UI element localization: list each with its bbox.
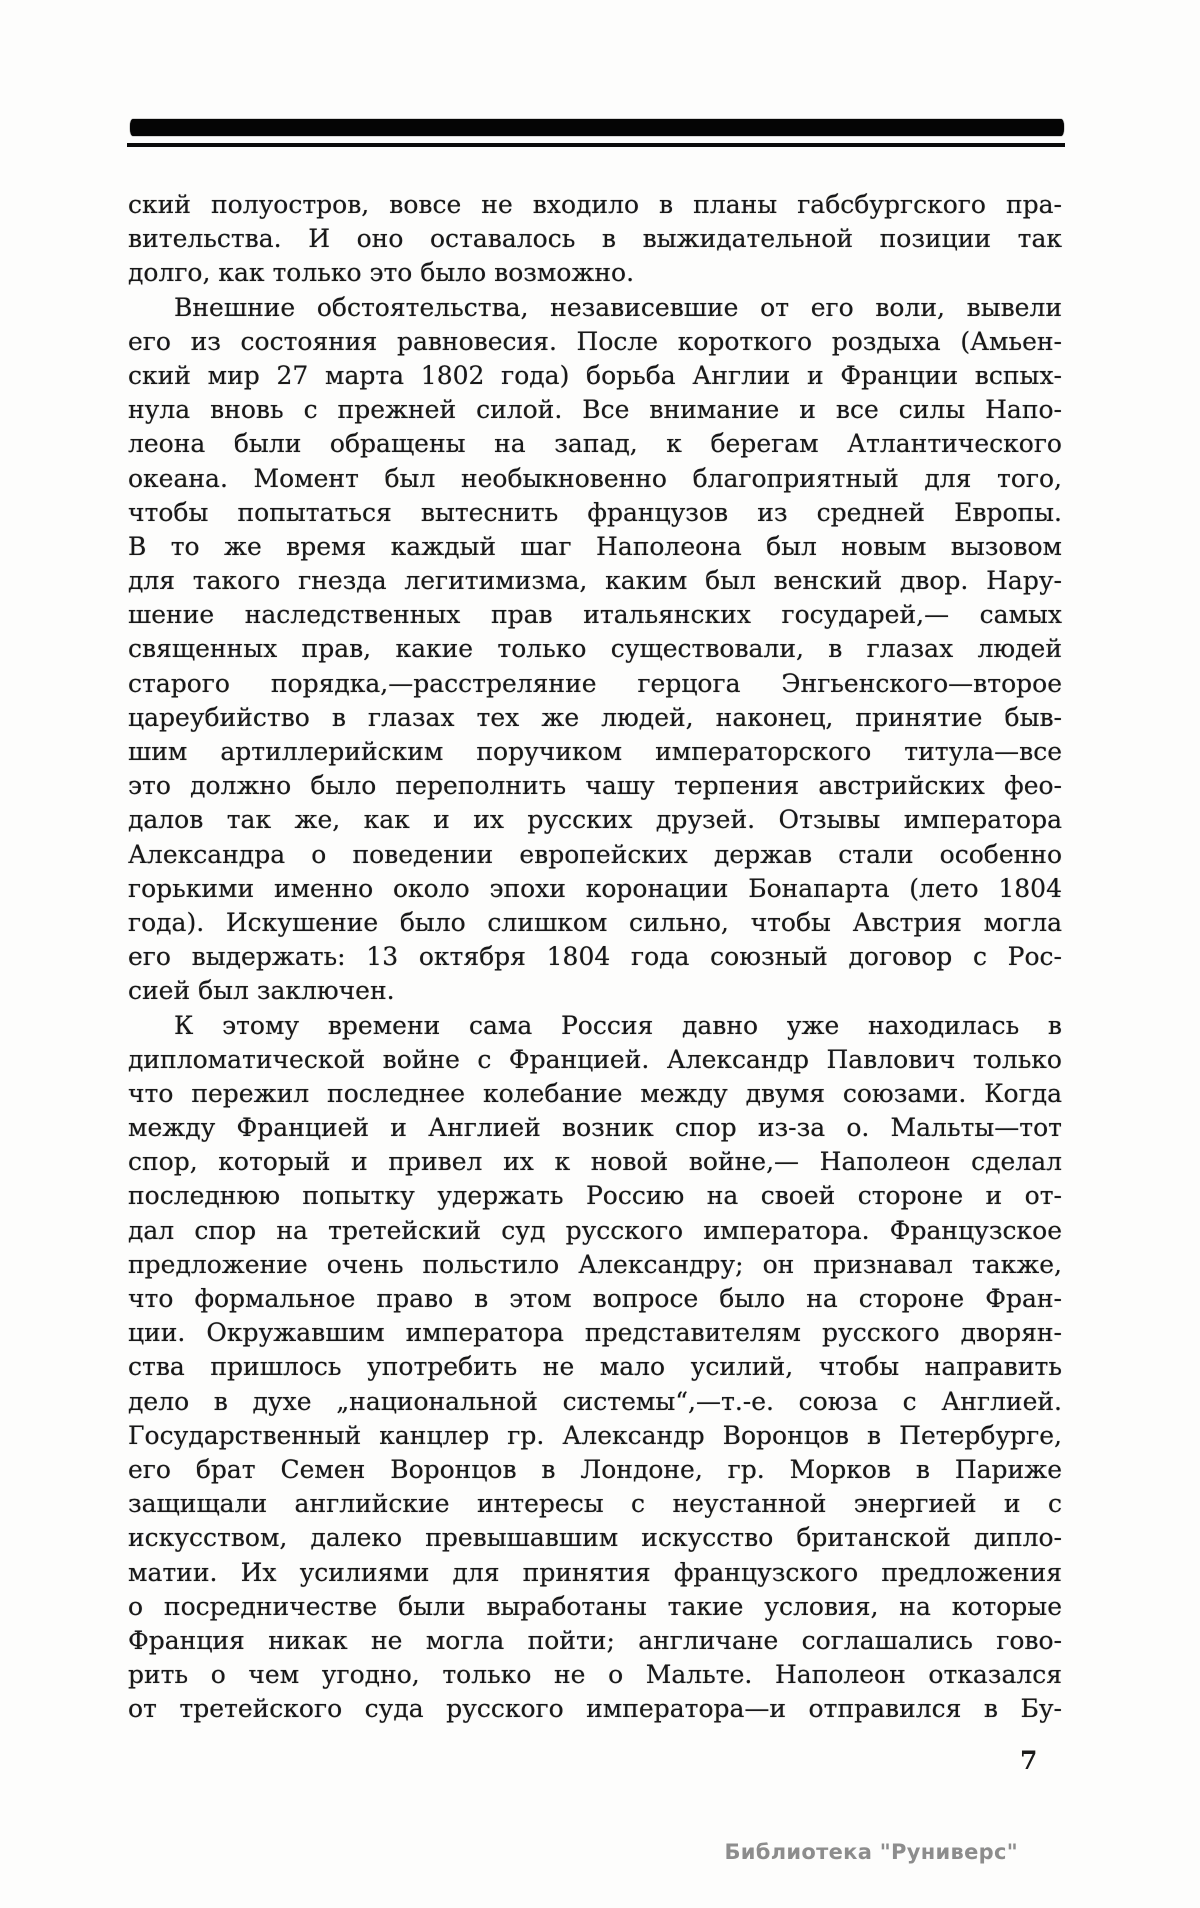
text-line: года). Искушение было слишком сильно, чтобы Австрия могла	[128, 907, 1062, 937]
text-line: ства пришлось употребить не мало усилий, чтобы направить	[128, 1352, 1062, 1382]
text-line: дипломатической войне с Францией. Александр Павлович только	[128, 1044, 1062, 1074]
text-line: нула вновь с прежней силой. Все внимание и все силы Напо-	[128, 395, 1062, 425]
text-line: от третейского суда русского императора—и отправился в Бу-	[128, 1694, 1062, 1724]
page-number: 7	[1020, 1746, 1038, 1775]
text-line: долго, как только это было возможно.	[128, 258, 635, 288]
body-text	[128, 188, 1062, 1726]
text-line: В то же время каждый шаг Наполеона был новым вызовом	[128, 531, 1062, 561]
text-line: священных прав, какие только существовали, в глазах людей	[128, 634, 1062, 664]
text-line: последнюю попытку удержать Россию на своей стороне и от-	[128, 1181, 1062, 1211]
text-line: его выдержать: 13 октября 1804 года союзный договор с Рос-	[128, 942, 1062, 972]
text-line: шение наследственных прав итальянских государей,— самых	[128, 600, 1062, 630]
header-rule-thin	[127, 143, 1065, 147]
text-line: далов так же, как и их русских друзей. Отзывы императора	[128, 805, 1062, 835]
text-line: предложение очень польстило Александру; он признавал также,	[128, 1249, 1062, 1279]
text-line: цареубийство в глазах тех же людей, наконец, принятие быв-	[128, 702, 1062, 732]
text-line: матии. Их усилиями для принятия французского предложения	[128, 1557, 1062, 1587]
text-line: чтобы попытаться вытеснить французов из средней Европы.	[128, 497, 1062, 527]
text-line: спор, который и привел их к новой войне,— Наполеон сделал	[128, 1147, 1062, 1177]
text-line: его из состояния равновесия. После короткого роздыха (Амьен-	[128, 326, 1062, 356]
header-rule-thick	[130, 119, 1064, 136]
text-line: горькими именно около эпохи коронации Бонапарта (лето 1804	[128, 873, 1062, 903]
text-line: океана. Момент был необыкновенно благоприятный для того,	[128, 463, 1062, 493]
text-line: вительства. И оно оставалось в выжидательной позиции так	[128, 224, 1062, 254]
text-line: защищали английские интересы с неустанной энергией и с	[128, 1489, 1062, 1519]
text-line: его брат Семен Воронцов в Лондоне, гр. Морков в Париже	[128, 1454, 1062, 1484]
text-line: между Францией и Англией возник спор из-за о. Мальты—тот	[128, 1113, 1062, 1143]
text-line: Внешние обстоятельства, независевшие от его воли, вывели	[174, 292, 1062, 322]
text-line: Государственный канцлер гр. Александр Воронцов в Петербурге,	[128, 1420, 1062, 1450]
text-line: К этому времени сама Россия давно уже находилась в	[174, 1010, 1062, 1040]
text-line: искусством, далеко превышавшим искусство британской дипло-	[128, 1523, 1062, 1553]
text-line: сией был заключен.	[128, 976, 395, 1006]
text-line: Франция никак не могла пойти; англичане соглашались гово-	[128, 1625, 1062, 1655]
text-line: дал спор на третейский суд русского императора. Французское	[128, 1215, 1062, 1245]
text-line: леона были обращены на запад, к берегам Атлантического	[128, 429, 1062, 459]
text-line: ский полуостров, вовсе не входило в планы габсбургского пра-	[128, 190, 1062, 219]
text-line: ский мир 27 марта 1802 года) борьба Англии и Франции вспых-	[128, 360, 1062, 390]
text-line: шим артиллерийским поручиком императорского титула—все	[128, 737, 1062, 766]
text-line: рить о чем угодно, только не о Мальте. Наполеон отказался	[128, 1660, 1062, 1690]
text-line: дело в духе „национальной системы“,—т.-е. союза с Англией.	[128, 1386, 1062, 1416]
text-line: Александра о поведении европейских держав стали особенно	[128, 839, 1062, 869]
text-line: ции. Окружавшим императора представителям русского дворян-	[128, 1318, 1062, 1348]
text-line: для такого гнезда легитимизма, каким был венский двор. Нару-	[128, 566, 1062, 596]
text-line: что формальное право в этом вопросе было на стороне Фран-	[128, 1284, 1062, 1313]
text-line: что пережил последнее колебание между двумя союзами. Когда	[128, 1078, 1062, 1108]
library-watermark: Библиотека "Руниверс"	[724, 1840, 1018, 1864]
text-line: о посредничестве были выработаны такие условия, на которые	[128, 1591, 1062, 1621]
text-line: это должно было переполнить чашу терпения австрийских фео-	[128, 771, 1062, 801]
text-line: старого порядка,—расстреляние герцога Энгьенского—второе	[128, 668, 1062, 698]
